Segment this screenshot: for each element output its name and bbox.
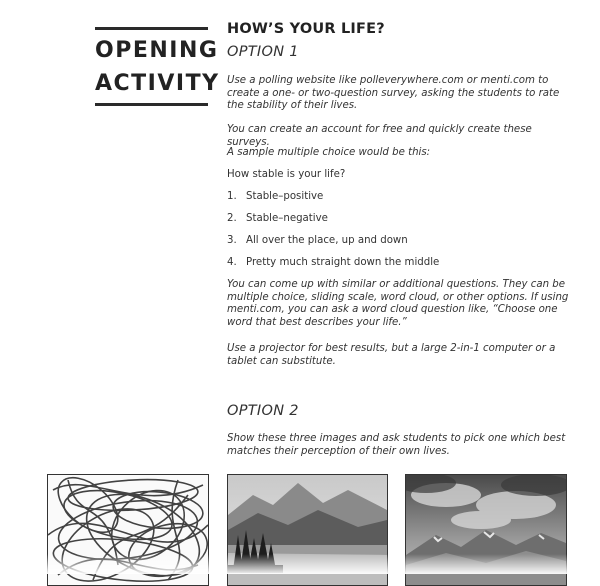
list-text: All over the place, up and down xyxy=(246,235,408,246)
top-rule xyxy=(95,27,208,30)
list-text: Stable–positive xyxy=(246,191,324,202)
title-activity: ACTIVITY xyxy=(95,71,220,96)
option1-sample: A sample multiple choice would be this: xyxy=(227,147,431,158)
option1-label: OPTION 1 xyxy=(227,44,299,60)
option2-instructions: Show these three images and ask students to pick one which best matches their perception of their own lives. xyxy=(227,433,566,457)
option1-similar: You can come up with similar or additional questions. They can be multiple choice, sliding scale, word cloud, or other options. If using menti.com, you can ask a word cloud question like, “Choose one word that best describes your life.” xyxy=(227,279,569,328)
section-heading: HOW’S YOUR LIFE? xyxy=(227,21,385,37)
list-text: Pretty much straight down the middle xyxy=(246,257,440,268)
bottom-fade xyxy=(0,554,600,574)
option1-projector: Use a projector for best results, but a large 2-in-1 computer or a tablet can substitute. xyxy=(227,343,556,367)
bottom-rule xyxy=(95,103,208,106)
sample-question: How stable is your life? xyxy=(227,169,346,180)
option1-intro: Use a polling website like polleverywhere.com or menti.com to create a one- or two-question survey, asking the students to rate the stability of their lives. xyxy=(227,75,560,112)
list-number: 1. xyxy=(227,191,237,202)
option2-label: OPTION 2 xyxy=(227,403,299,419)
list-item xyxy=(227,235,408,246)
list-item xyxy=(227,257,439,268)
title-opening: OPENING xyxy=(95,38,219,63)
list-text: Stable–negative xyxy=(246,213,328,224)
list-number: 2. xyxy=(227,213,237,224)
list-item xyxy=(227,213,328,224)
option1-account: You can create an account for free and quickly create these surveys. xyxy=(227,124,532,148)
list-number: 4. xyxy=(227,257,237,268)
list-item xyxy=(227,191,323,202)
list-number: 3. xyxy=(227,235,237,246)
